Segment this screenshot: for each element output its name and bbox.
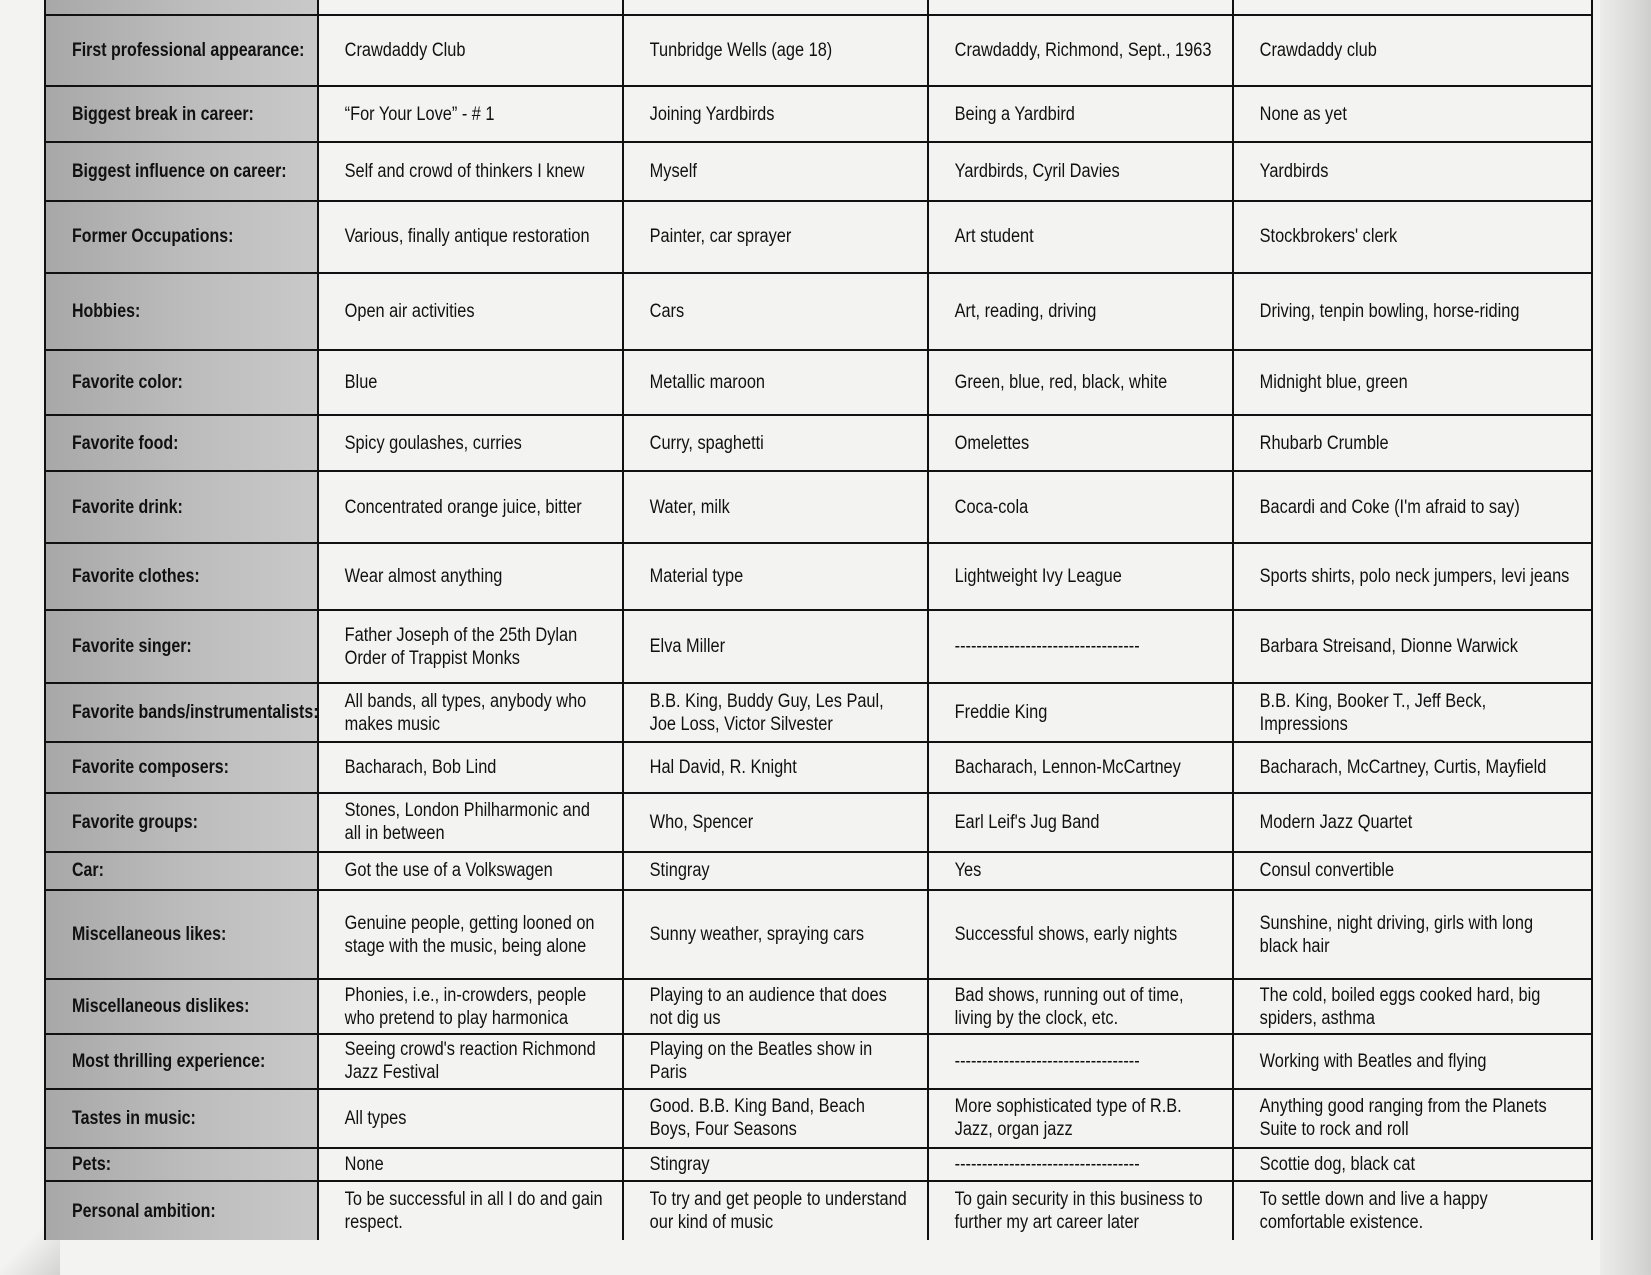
table-row (45, 1034, 1592, 1089)
table-cell: Crawdaddy, Richmond, Sept., 1963 (928, 15, 1190, 86)
row-label: Miscellaneous dislikes: (45, 979, 318, 1034)
table-cell: Water, milk (623, 471, 885, 543)
table-cell: Driving, tenpin bowling, horse-riding (1233, 273, 1542, 350)
table-cell: Bacardi and Coke (I'm afraid to say) (1233, 471, 1542, 543)
table-cell: Stones, London Philharmonic and all in between (318, 793, 580, 852)
table-cell: Seeing crowd's reaction Richmond Jazz Festival (318, 1034, 580, 1089)
table-cell: Playing to an audience that does not dig us (623, 979, 885, 1034)
table-cell: Bacharach, Lennon-McCartney (928, 742, 1190, 793)
table-cell: Various, finally antique restoration (318, 201, 580, 273)
table-cell: Cars (623, 273, 885, 350)
table-cell: Lightweight Ivy League (928, 543, 1190, 610)
table-cell: Stingray (623, 1148, 885, 1181)
table-cell: Phonies, i.e., in-crowders, people who pretend to play harmonica (318, 979, 580, 1034)
table-cell: Got the use of a Volkswagen (318, 852, 580, 891)
table-cell: Painter, car sprayer (623, 201, 885, 273)
table-cell: ---------------------------------- (928, 610, 1190, 683)
table-top-strip (45, 0, 1592, 15)
table-cell: Concentrated orange juice, bitter (318, 471, 580, 543)
table-cell: B.B. King, Booker T., Jeff Beck, Impressions (1233, 683, 1542, 742)
table-row (45, 1089, 1592, 1148)
table-row (45, 415, 1592, 472)
row-label: First professional appearance: (45, 15, 318, 86)
row-label: Favorite drink: (45, 471, 318, 543)
table-cell: Blue (318, 350, 580, 415)
table-row (45, 793, 1592, 852)
table-cell: Crawdaddy Club (318, 15, 580, 86)
table-cell: To gain security in this business to further my art career later (928, 1181, 1190, 1240)
table-cell: “For Your Love” - # 1 (318, 86, 580, 142)
table-cell: Good. B.B. King Band, Beach Boys, Four Seasons (623, 1089, 885, 1148)
table-row (45, 86, 1592, 142)
table-cell: Bacharach, McCartney, Curtis, Mayfield (1233, 742, 1542, 793)
table-cell: Father Joseph of the 25th Dylan Order of Trappist Monks (318, 610, 580, 683)
table-row (45, 471, 1592, 543)
row-label: Favorite singer: (45, 610, 318, 683)
table-cell: To try and get people to understand our kind of music (623, 1181, 885, 1240)
table-cell: None (318, 1148, 580, 1181)
table-cell: Anything good ranging from the Planets Suite to rock and roll (1233, 1089, 1542, 1148)
table-cell: All types (318, 1089, 580, 1148)
table-cell: Green, blue, red, black, white (928, 350, 1190, 415)
row-label: Favorite composers: (45, 742, 318, 793)
table-cell: The cold, boiled eggs cooked hard, big spiders, asthma (1233, 979, 1542, 1034)
table-cell: Freddie King (928, 683, 1190, 742)
table-cell: Earl Leif's Jug Band (928, 793, 1190, 852)
table-cell: Coca-cola (928, 471, 1190, 543)
row-label: Favorite bands/instrumentalists: (45, 683, 318, 742)
table-cell: Art, reading, driving (928, 273, 1190, 350)
table-row (45, 142, 1592, 201)
table-cell: Rhubarb Crumble (1233, 415, 1542, 472)
table-cell: Curry, spaghetti (623, 415, 885, 472)
table-cell: Art student (928, 201, 1190, 273)
row-label: Most thrilling experience: (45, 1034, 318, 1089)
table-cell: Yardbirds, Cyril Davies (928, 142, 1190, 201)
table-row (45, 979, 1592, 1034)
table-row (45, 350, 1592, 415)
table-cell: Yardbirds (1233, 142, 1542, 201)
row-label: Former Occupations: (45, 201, 318, 273)
table-cell: To settle down and live a happy comfortable existence. (1233, 1181, 1542, 1240)
row-label: Favorite groups: (45, 793, 318, 852)
table-cell: Bacharach, Bob Lind (318, 742, 580, 793)
table-cell (623, 0, 885, 15)
table-cell: Stockbrokers' clerk (1233, 201, 1542, 273)
table-cell: More sophisticated type of R.B. Jazz, organ jazz (928, 1089, 1190, 1148)
table-cell (318, 0, 580, 15)
table-cell: Barbara Streisand, Dionne Warwick (1233, 610, 1542, 683)
table-cell: Open air activities (318, 273, 580, 350)
table-cell: Elva Miller (623, 610, 885, 683)
table-cell: Working with Beatles and flying (1233, 1034, 1542, 1089)
table-row (45, 742, 1592, 793)
table-cell: Who, Spencer (623, 793, 885, 852)
table-cell: Material type (623, 543, 885, 610)
row-label: Favorite color: (45, 350, 318, 415)
row-label: Hobbies: (45, 273, 318, 350)
table-row (45, 1181, 1592, 1240)
row-label: Favorite clothes: (45, 543, 318, 610)
row-label: Biggest influence on career: (45, 142, 318, 201)
table-cell: Stingray (623, 852, 885, 891)
table-cell: Omelettes (928, 415, 1190, 472)
table-cell: Successful shows, early nights (928, 890, 1190, 979)
table-cell: Midnight blue, green (1233, 350, 1542, 415)
table-row (45, 201, 1592, 273)
table-cell: Playing on the Beatles show in Paris (623, 1034, 885, 1089)
table-row (45, 15, 1592, 86)
table-cell: Bad shows, running out of time, living by the clock, etc. (928, 979, 1190, 1034)
row-label: Car: (45, 852, 318, 891)
profile-table-body (45, 0, 1592, 1240)
table-row (45, 610, 1592, 683)
page-edge (1600, 0, 1651, 1275)
table-cell: Sunshine, night driving, girls with long black hair (1233, 890, 1542, 979)
table-row (45, 1148, 1592, 1181)
label-cell (45, 0, 318, 15)
row-label: Miscellaneous likes: (45, 890, 318, 979)
table-cell: Wear almost anything (318, 543, 580, 610)
row-label: Biggest break in career: (45, 86, 318, 142)
table-cell: Sunny weather, spraying cars (623, 890, 885, 979)
table-cell (928, 0, 1190, 15)
table-cell: Consul convertible (1233, 852, 1542, 891)
row-label: Pets: (45, 1148, 318, 1181)
row-label: Tastes in music: (45, 1089, 318, 1148)
table-cell: Yes (928, 852, 1190, 891)
table-cell: Hal David, R. Knight (623, 742, 885, 793)
table-cell: Being a Yardbird (928, 86, 1190, 142)
table-cell: Spicy goulashes, curries (318, 415, 580, 472)
table-cell (1233, 0, 1542, 15)
profile-table (44, 0, 1593, 1240)
table-cell: Joining Yardbirds (623, 86, 885, 142)
table-cell: None as yet (1233, 86, 1542, 142)
row-label: Personal ambition: (45, 1181, 318, 1240)
table-cell: Scottie dog, black cat (1233, 1148, 1542, 1181)
table-cell: ---------------------------------- (928, 1034, 1190, 1089)
table-cell: ---------------------------------- (928, 1148, 1190, 1181)
table-cell: Genuine people, getting looned on stage with the music, being alone (318, 890, 580, 979)
table-cell: Metallic maroon (623, 350, 885, 415)
table-cell: Crawdaddy club (1233, 15, 1542, 86)
row-label: Favorite food: (45, 415, 318, 472)
table-cell: B.B. King, Buddy Guy, Les Paul, Joe Loss, Victor Silvester (623, 683, 885, 742)
table-cell: Myself (623, 142, 885, 201)
table-row (45, 273, 1592, 350)
table-cell: To be successful in all I do and gain respect. (318, 1181, 580, 1240)
table-row (45, 683, 1592, 742)
table-cell: Tunbridge Wells (age 18) (623, 15, 885, 86)
table-cell: Sports shirts, polo neck jumpers, levi jeans (1233, 543, 1542, 610)
table-cell: All bands, all types, anybody who makes music (318, 683, 580, 742)
table-row (45, 543, 1592, 610)
table-cell: Self and crowd of thinkers I knew (318, 142, 580, 201)
table-row (45, 890, 1592, 979)
table-row (45, 852, 1592, 891)
table-cell: Modern Jazz Quartet (1233, 793, 1542, 852)
